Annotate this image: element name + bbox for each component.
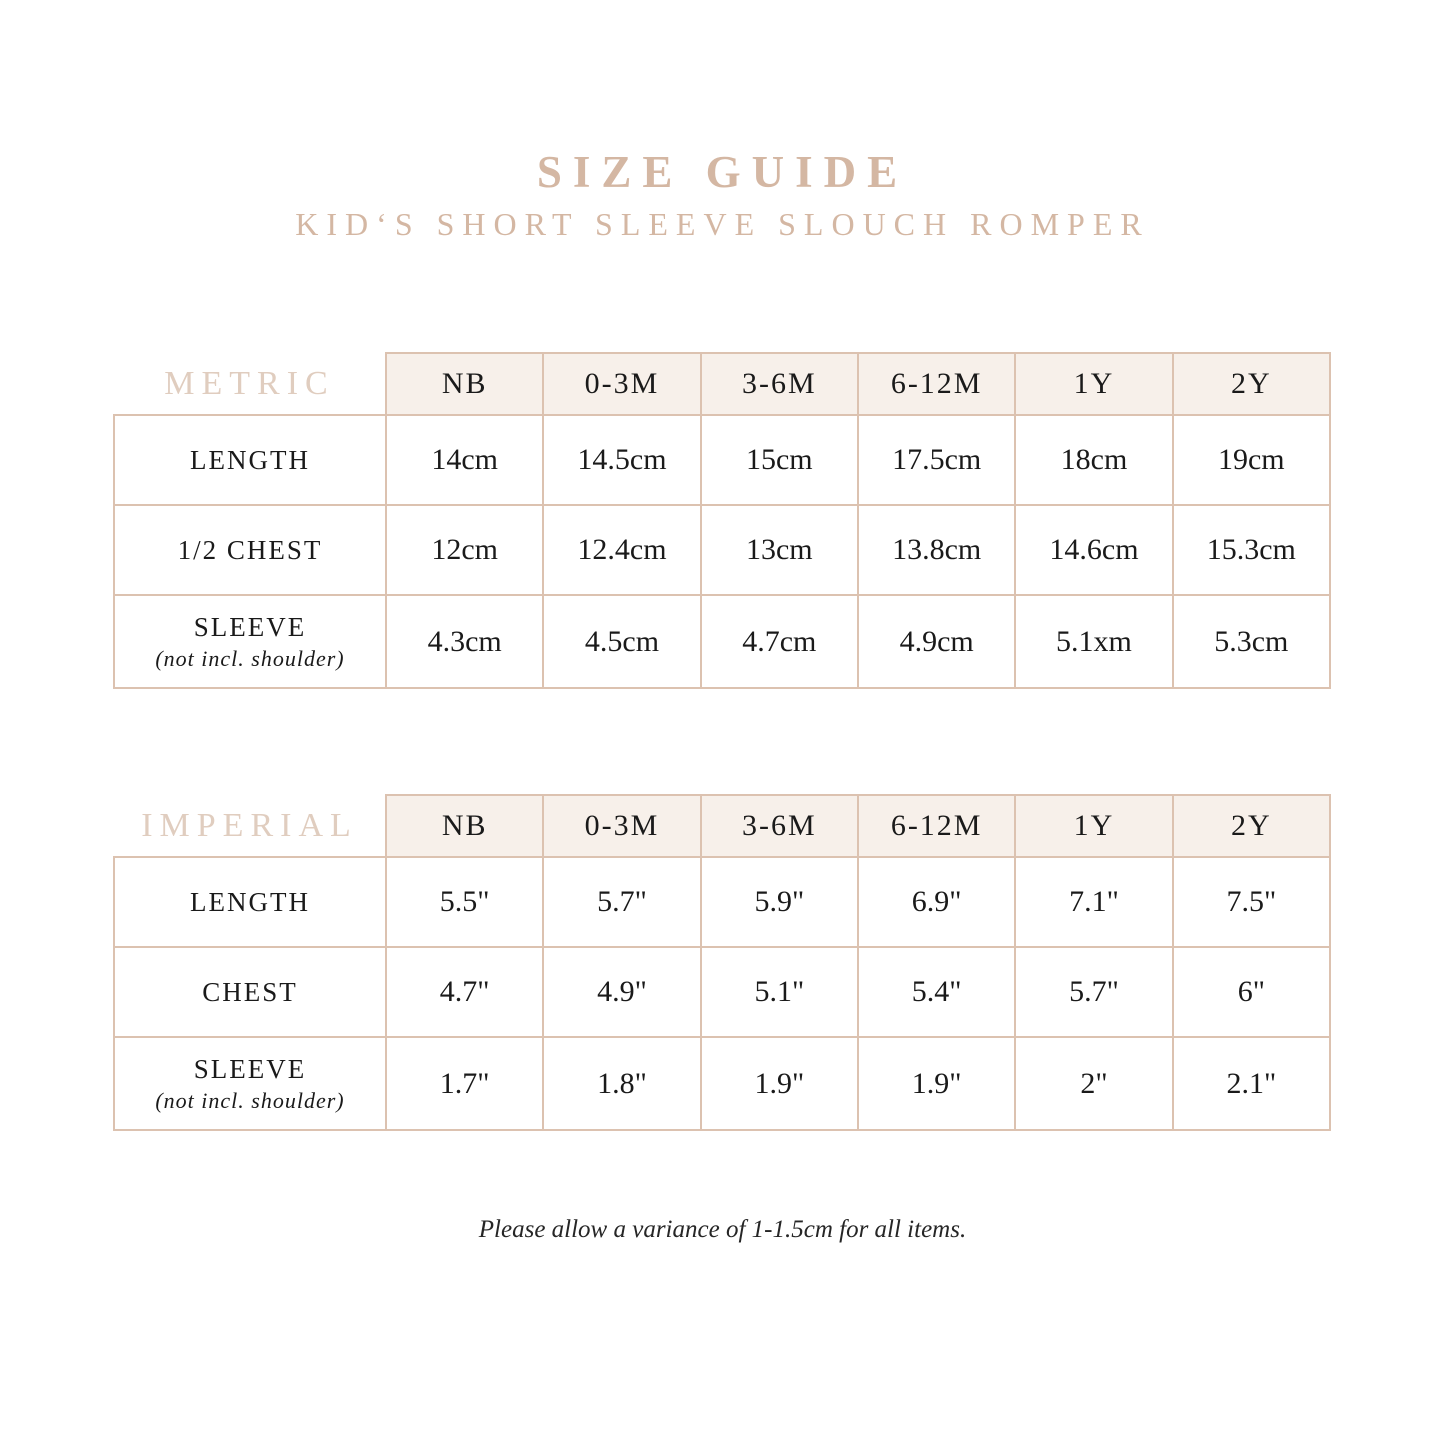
imperial-length-value: 7.5" <box>1173 857 1330 947</box>
row-sublabel: (not incl. shoulder) <box>155 645 345 671</box>
metric-length-value: 19cm <box>1173 415 1330 505</box>
imperial-section-cell <box>114 795 386 857</box>
page-subtitle: KID‘S SHORT SLEEVE SLOUCH ROMPER <box>295 206 1150 242</box>
row-label: LENGTH <box>190 886 310 917</box>
metric-size-header-0-3m: 0-3M <box>543 353 700 415</box>
imperial-chest-label-cell <box>114 947 386 1037</box>
imperial-header-row <box>114 795 1330 857</box>
row-label: LENGTH <box>190 444 310 475</box>
metric-sleeve-value: 4.5cm <box>543 595 700 688</box>
imperial-chest-value: 5.7" <box>1015 947 1172 1037</box>
metric-size-header-6-12m: 6-12M <box>858 353 1015 415</box>
imperial-length-value: 7.1" <box>1015 857 1172 947</box>
metric-size-header-3-6m: 3-6M <box>701 353 858 415</box>
metric-length-value: 15cm <box>701 415 858 505</box>
metric-size-header-nb: NB <box>386 353 543 415</box>
imperial-sleeve-value: 1.7" <box>386 1037 543 1130</box>
imperial-sleeve-value: 1.8" <box>543 1037 700 1130</box>
imperial-chest-value: 6" <box>1173 947 1330 1037</box>
metric-size-table <box>113 352 1331 689</box>
metric-sleeve-label-cell <box>114 595 386 688</box>
imperial-size-header-2y: 2Y <box>1173 795 1330 857</box>
variance-footnote: Please allow a variance of 1-1.5cm for all items. <box>478 1216 967 1243</box>
metric-sleeve-value: 5.1xm <box>1015 595 1172 688</box>
imperial-length-value: 5.9" <box>701 857 858 947</box>
imperial-sleeve-value: 1.9" <box>858 1037 1015 1130</box>
imperial-sleeve-value: 2" <box>1015 1037 1172 1130</box>
imperial-chest-value: 5.1" <box>701 947 858 1037</box>
row-label: SLEEVE <box>193 611 307 642</box>
imperial-length-label-cell <box>114 857 386 947</box>
metric-half-chest-value: 15.3cm <box>1173 505 1330 595</box>
metric-size-header-2y: 2Y <box>1173 353 1330 415</box>
metric-half-chest-value: 12cm <box>386 505 543 595</box>
imperial-size-table <box>113 794 1331 1131</box>
metric-size-header-1y: 1Y <box>1015 353 1172 415</box>
imperial-section-label: IMPERIAL <box>141 806 358 844</box>
row-sublabel: (not incl. shoulder) <box>155 1087 345 1113</box>
imperial-sleeve-row <box>114 1037 1330 1130</box>
metric-sleeve-value: 4.3cm <box>386 595 543 688</box>
imperial-size-header-3-6m: 3-6M <box>701 795 858 857</box>
imperial-sleeve-value: 2.1" <box>1173 1037 1330 1130</box>
metric-half-chest-label-cell <box>114 505 386 595</box>
imperial-chest-value: 4.9" <box>543 947 700 1037</box>
imperial-size-header-6-12m: 6-12M <box>858 795 1015 857</box>
row-label: 1/2 CHEST <box>177 534 323 565</box>
metric-length-value: 18cm <box>1015 415 1172 505</box>
page-title: SIZE GUIDE <box>536 147 909 197</box>
metric-length-label-cell <box>114 415 386 505</box>
metric-section-label: METRIC <box>164 364 335 402</box>
metric-sleeve-row <box>114 595 1330 688</box>
imperial-size-header-0-3m: 0-3M <box>543 795 700 857</box>
metric-half-chest-row <box>114 505 1330 595</box>
metric-length-value: 14cm <box>386 415 543 505</box>
imperial-size-header-1y: 1Y <box>1015 795 1172 857</box>
metric-length-value: 17.5cm <box>858 415 1015 505</box>
imperial-length-value: 6.9" <box>858 857 1015 947</box>
metric-section-cell <box>114 353 386 415</box>
metric-length-row <box>114 415 1330 505</box>
imperial-sleeve-value: 1.9" <box>701 1037 858 1130</box>
metric-header-row <box>114 353 1330 415</box>
imperial-chest-row <box>114 947 1330 1037</box>
imperial-chest-value: 4.7" <box>386 947 543 1037</box>
metric-half-chest-value: 13cm <box>701 505 858 595</box>
metric-sleeve-value: 5.3cm <box>1173 595 1330 688</box>
row-label: CHEST <box>202 976 298 1007</box>
imperial-length-value: 5.7" <box>543 857 700 947</box>
metric-sleeve-value: 4.7cm <box>701 595 858 688</box>
imperial-size-header-nb: NB <box>386 795 543 857</box>
imperial-length-row <box>114 857 1330 947</box>
metric-length-value: 14.5cm <box>543 415 700 505</box>
metric-half-chest-value: 12.4cm <box>543 505 700 595</box>
metric-sleeve-value: 4.9cm <box>858 595 1015 688</box>
metric-half-chest-value: 14.6cm <box>1015 505 1172 595</box>
imperial-sleeve-label-cell <box>114 1037 386 1130</box>
imperial-chest-value: 5.4" <box>858 947 1015 1037</box>
row-label: SLEEVE <box>193 1053 307 1084</box>
metric-half-chest-value: 13.8cm <box>858 505 1015 595</box>
imperial-length-value: 5.5" <box>386 857 543 947</box>
